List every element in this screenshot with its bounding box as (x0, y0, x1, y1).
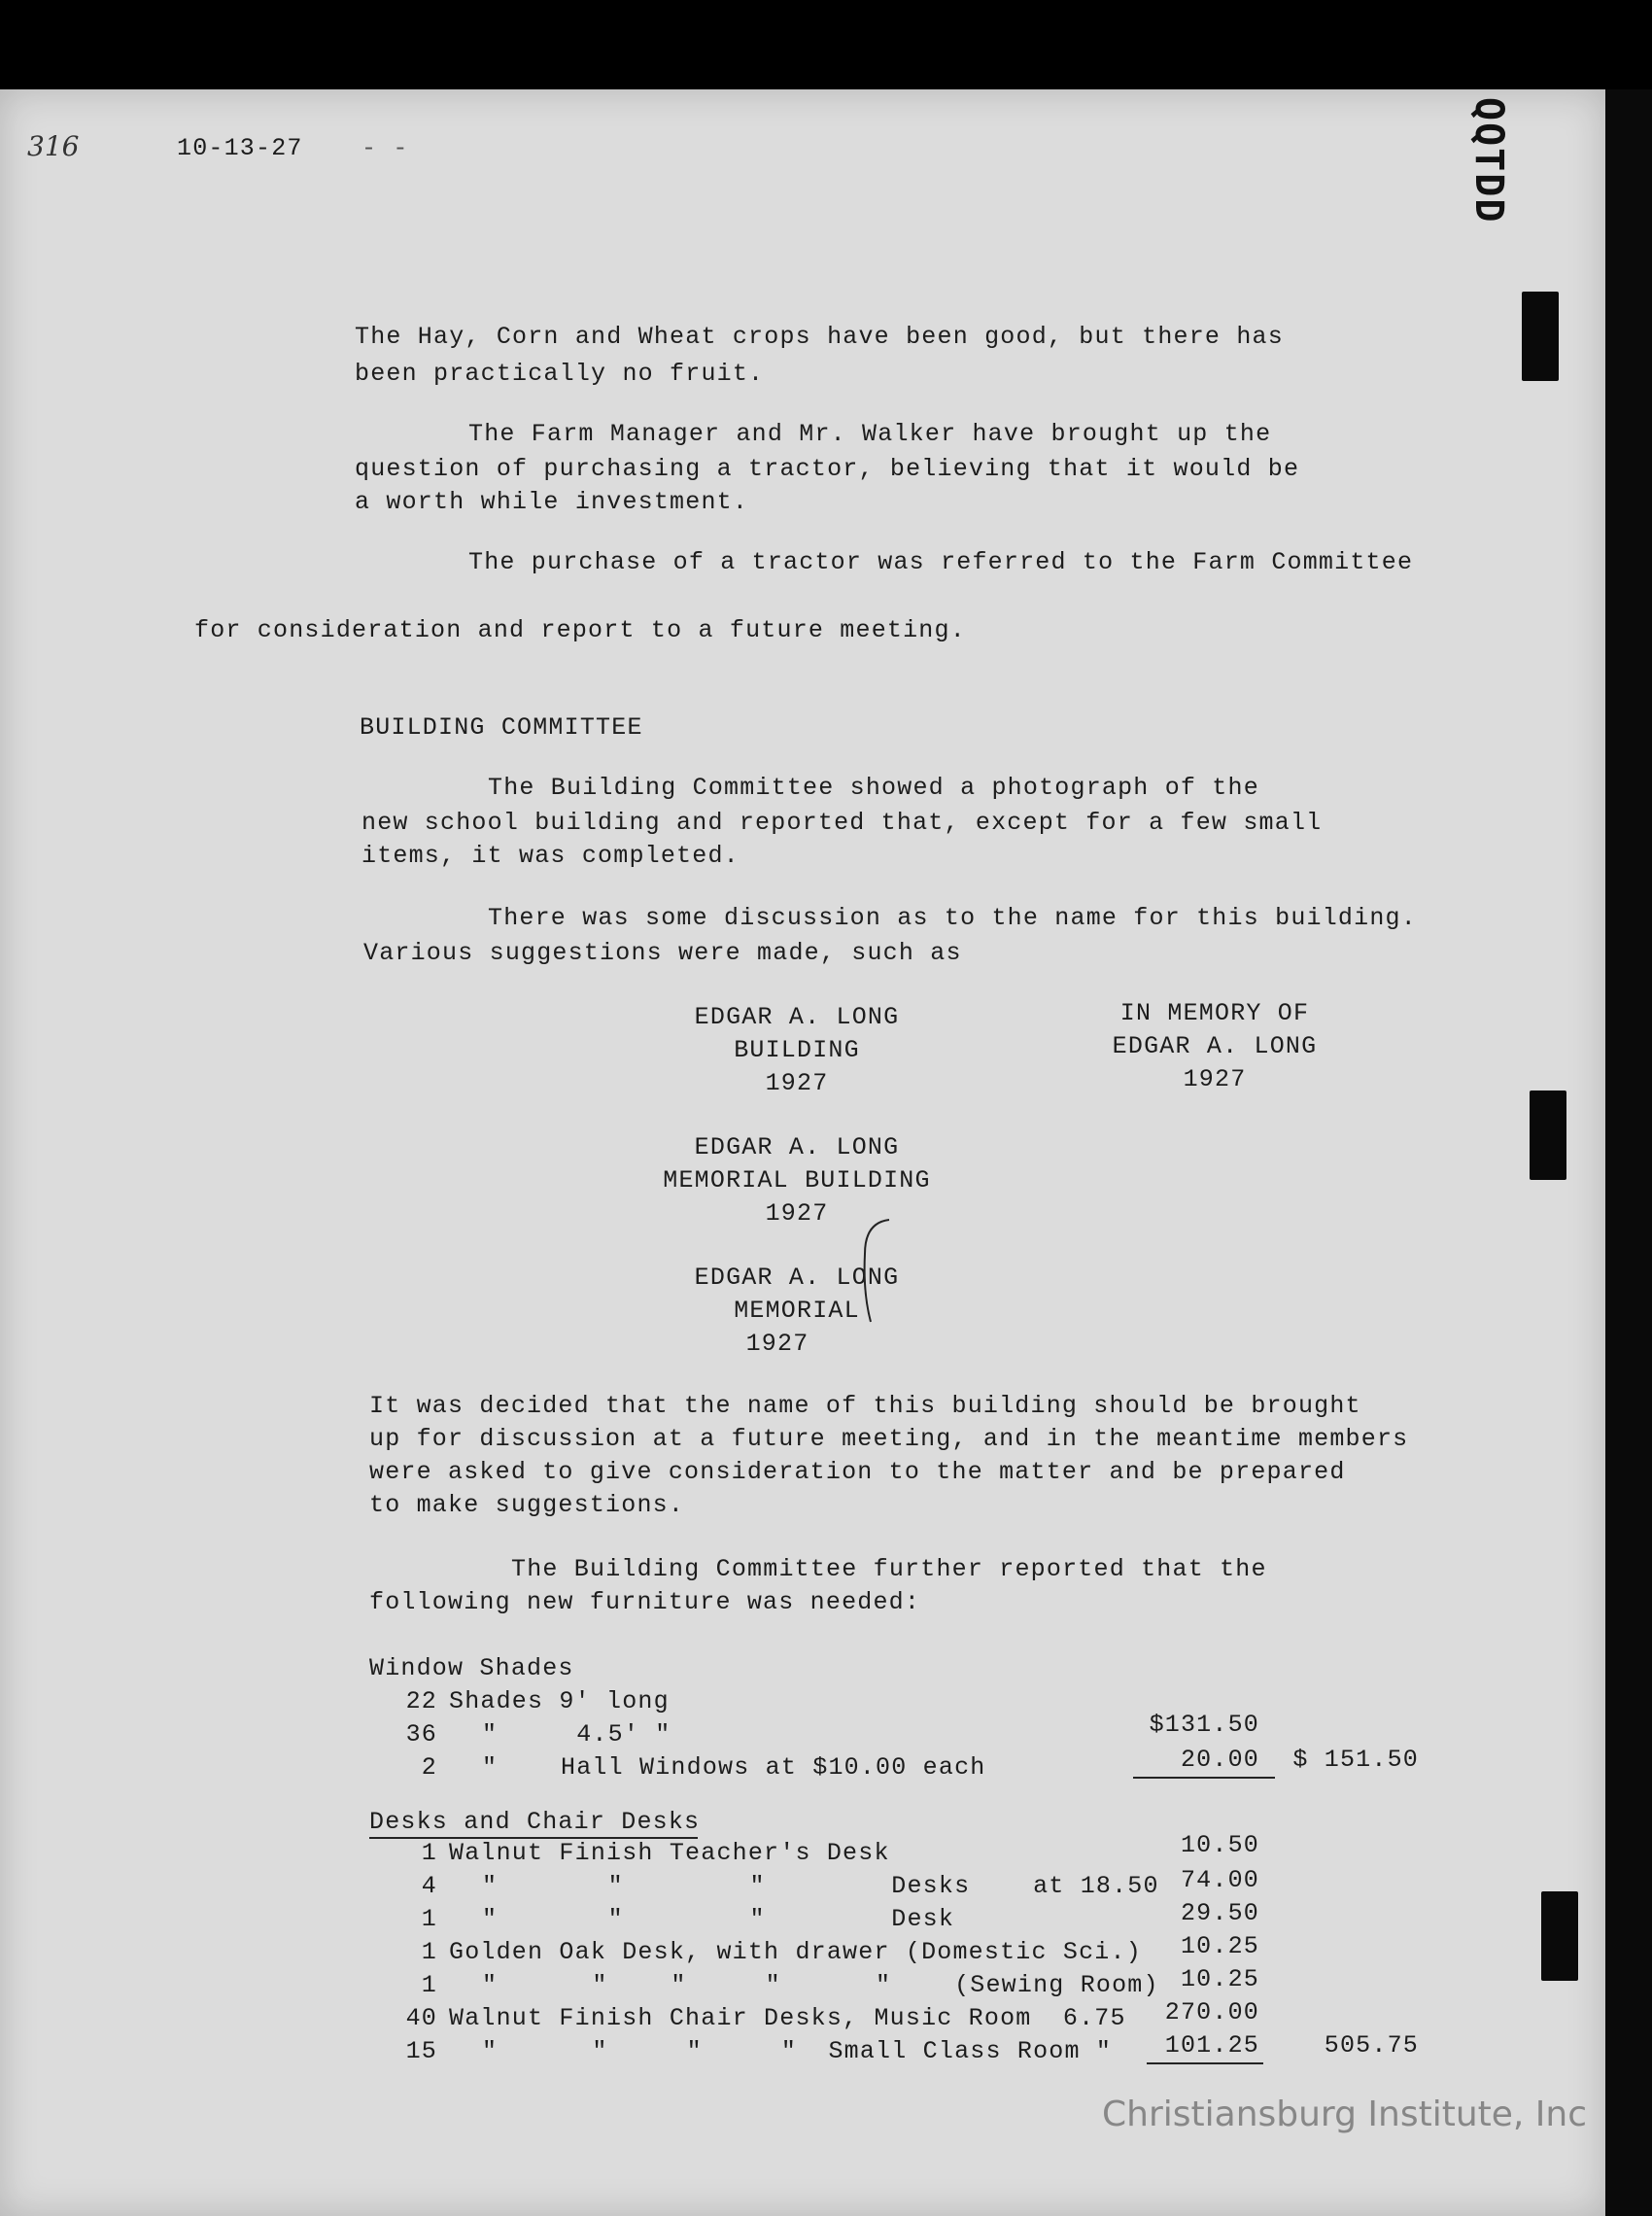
paragraph-line: were asked to give consideration to the matter and be prepared (369, 1458, 1346, 1486)
date: 10-13-27 (177, 134, 303, 162)
paragraph-line: to make suggestions. (369, 1491, 685, 1519)
table-heading: Desks and Chair Desks (369, 1808, 701, 1836)
qty-cell: 36 (405, 1720, 437, 1749)
amount-cell: $131.50 (1149, 1711, 1259, 1739)
amount-cell: 10.25 (1180, 1965, 1259, 1993)
desc-cell: " " " Desks at 18.50 (482, 1872, 1159, 1900)
handwritten-bracket-mark (836, 1215, 894, 1332)
index-tab (1541, 1891, 1578, 1981)
paragraph-line: for consideration and report to a future meeting. (194, 616, 966, 644)
name-suggestion-line: MEMORIAL BUILDING (663, 1166, 931, 1195)
paragraph-line: been practically no fruit. (355, 360, 765, 388)
paragraph-line: items, it was completed. (361, 842, 740, 870)
vertical-stamp: QQTDD (1466, 97, 1511, 225)
watermark: Christiansburg Institute, Inc (1102, 2095, 1588, 2134)
paragraph-line: following new furniture was needed: (369, 1588, 921, 1616)
amount-cell: 10.25 (1180, 1932, 1259, 1960)
amount-cell: 101.25 (1164, 2031, 1259, 2060)
date-dashes: - - (361, 134, 409, 162)
qty-cell: 1 (421, 1905, 437, 1933)
amount-cell: 20.00 (1180, 1746, 1259, 1774)
paragraph-line: The Hay, Corn and Wheat crops have been good, but there has (355, 323, 1284, 351)
desc-cell: Walnut Finish Teacher's Desk (449, 1839, 890, 1867)
qty-cell: 40 (405, 2004, 437, 2032)
name-suggestion-line: EDGAR A. LONG (694, 1133, 900, 1161)
name-suggestion-line: EDGAR A. LONG (694, 1264, 900, 1292)
qty-cell: 2 (421, 1753, 437, 1782)
name-suggestion-line: 1927 (1183, 1065, 1247, 1093)
total-cell: 505.75 (1324, 2031, 1419, 2060)
desc-cell: " " " " Small Class Room " (482, 2037, 1113, 2065)
sum-underline (1133, 1777, 1275, 1779)
amount-cell: 10.50 (1180, 1831, 1259, 1859)
name-suggestion-line: MEMORIAL (734, 1297, 860, 1325)
total-cell: $ 151.50 (1292, 1746, 1419, 1774)
paragraph-line: Various suggestions were made, such as (363, 939, 962, 967)
index-tab (1530, 1091, 1566, 1180)
page-number: 316 (27, 130, 80, 162)
name-suggestion-line: 1927 (765, 1199, 829, 1228)
paragraph-line: The Building Committee showed a photograph of the (488, 774, 1259, 802)
name-suggestion-line: EDGAR A. LONG (694, 1003, 900, 1031)
paragraph-line: The purchase of a tractor was referred to the Farm Committee (468, 548, 1414, 576)
qty-cell: 22 (405, 1687, 437, 1715)
paragraph-line: new school building and reported that, except for a few small (361, 809, 1323, 837)
desc-cell: Walnut Finish Chair Desks, Music Room 6.75 (449, 2004, 1126, 2032)
name-suggestion-line: IN MEMORY OF (1119, 999, 1310, 1027)
paragraph-line: up for discussion at a future meeting, and in the meantime members (369, 1425, 1409, 1453)
qty-cell: 1 (421, 1971, 437, 1999)
paragraph-line: It was decided that the name of this building should be brought (369, 1392, 1361, 1420)
desc-cell: " " " " " (Sewing Room) (482, 1971, 1159, 1999)
desc-cell: Golden Oak Desk, with drawer (Domestic Sci.) (449, 1938, 1142, 1966)
name-suggestion-line: 1927 (765, 1069, 829, 1097)
section-heading: BUILDING COMMITTEE (360, 713, 643, 742)
desc-cell: " 4.5' " (482, 1720, 671, 1749)
desc-cell: " " " Desk (482, 1905, 955, 1933)
qty-cell: 1 (421, 1839, 437, 1867)
desc-cell: Shades 9' long (449, 1687, 670, 1715)
paragraph-line: question of purchasing a tractor, believing that it would be (355, 455, 1300, 483)
name-suggestion-line: BUILDING (734, 1036, 860, 1064)
table-heading: Window Shades (369, 1654, 574, 1682)
paragraph-line: There was some discussion as to the name for this building. (488, 904, 1417, 932)
paragraph-line: a worth while investment. (355, 488, 749, 516)
qty-cell: 15 (405, 2037, 437, 2065)
amount-cell: 29.50 (1180, 1899, 1259, 1927)
desc-cell: " Hall Windows at $10.00 each (482, 1753, 986, 1782)
paragraph-line: The Building Committee further reported that the (511, 1555, 1267, 1583)
qty-cell: 1 (421, 1938, 437, 1966)
amount-cell: 74.00 (1180, 1866, 1259, 1894)
paragraph-line: The Farm Manager and Mr. Walker have brought up the (468, 420, 1272, 448)
qty-cell: 4 (421, 1872, 437, 1900)
sum-underline (1147, 2062, 1263, 2064)
page-edge (1605, 89, 1652, 2216)
index-tab (1522, 292, 1559, 381)
name-suggestion-line: EDGAR A. LONG (1112, 1032, 1318, 1060)
name-suggestion-line: 1927 (745, 1330, 809, 1358)
amount-cell: 270.00 (1164, 1998, 1259, 2026)
